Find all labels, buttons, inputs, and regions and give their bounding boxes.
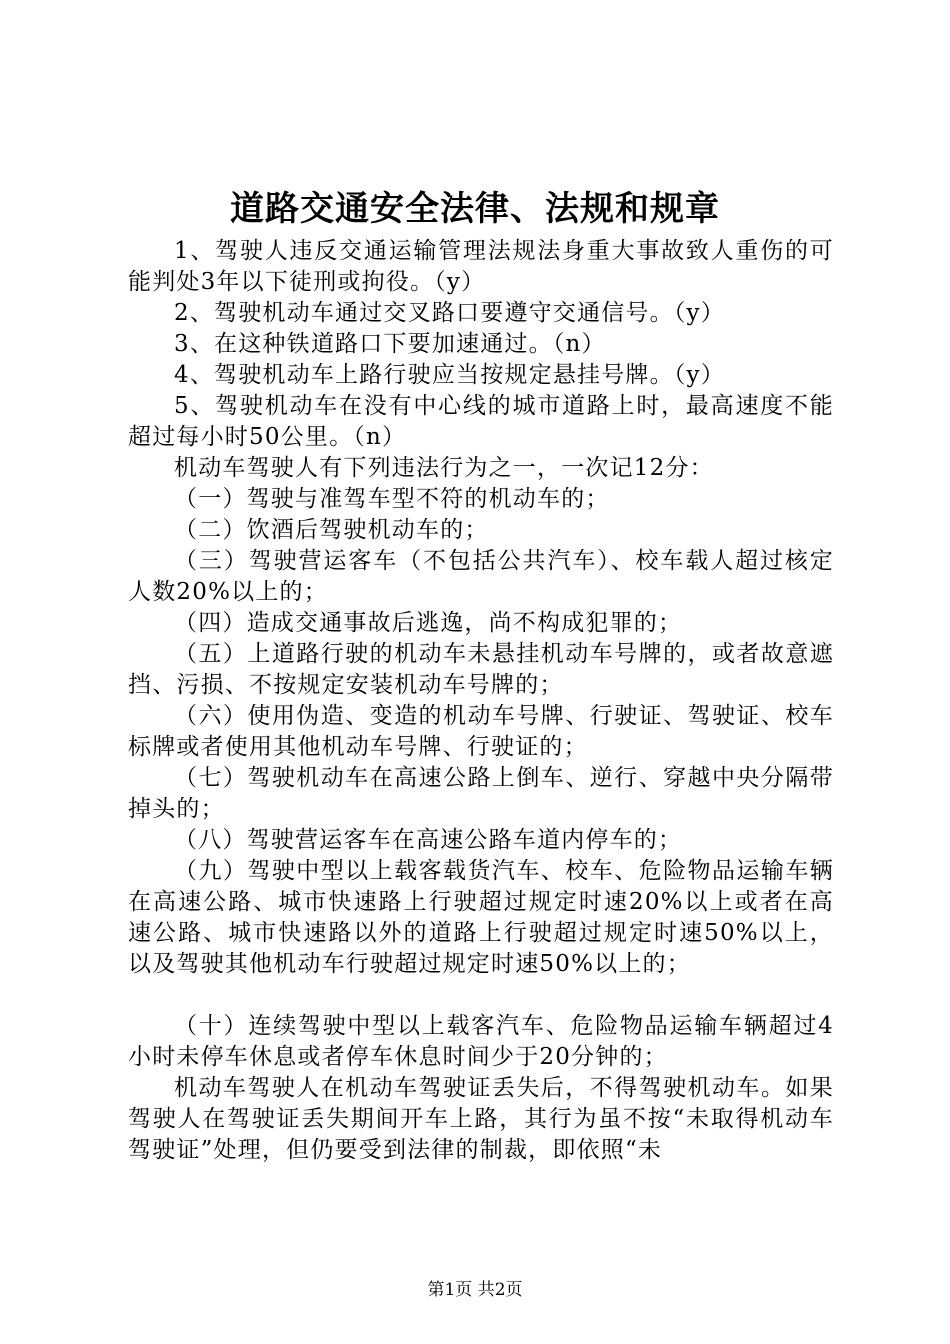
paragraph-violation-1: （一）驾驶与准驾车型不符的机动车的； [174,486,610,512]
paragraph-violation-3: （三）驾驶营运客车（不包括公共汽车）、校车载人超过核定人数20%以上的； [128,548,834,605]
paragraph-item-4: 4、驾驶机动车上路行驶应当按规定悬挂号牌。（y） [174,362,725,388]
paragraph-item-1: 1、驾驶人违反交通运输管理法规法身重大事故致人重伤的可能判处3年以下徒刑或拘役。（y） [128,238,834,295]
paragraph-12-points-intro: 机动车驾驶人有下列违法行为之一，一次记12分： [174,455,714,481]
paragraph-violation-2: （二）饮酒后驾驶机动车的； [174,517,489,543]
paragraph-license-lost: 机动车驾驶人在机动车驾驶证丢失后，不得驾驶机动车。如果驾驶人在驾驶证丢失期间开车上路，其行为虽不按“未取得机动车驾驶证”处理，但仍要受到法律的制裁，即依照“未 [128,1075,834,1163]
paragraph-violation-9: （九）驾驶中型以上载客载货汽车、校车、危险物品运输车辆在高速公路、城市快速路上行驶超过规定时速20%以上或者在高速公路、城市快速路以外的道路上行驶超过规定时速50%以上，以及驾驶其他机动车行驶超过规定时速50%以上的； [128,858,834,977]
paragraph-violation-8: （八）驾驶营运客车在高速公路车道内停车的； [174,827,683,853]
paragraph-item-2: 2、驾驶机动车通过交叉路口要遵守交通信号。（y） [174,300,725,326]
paragraph-violation-4: （四）造成交通事故后逃逸，尚不构成犯罪的； [174,610,683,636]
paragraph-violation-7: （七）驾驶机动车在高速公路上倒车、逆行、穿越中央分隔带掉头的； [128,765,834,822]
page-footer: 第1页 共2页 [427,1280,523,1300]
paragraph-violation-5: （五）上道路行驶的机动车未悬挂机动车号牌的，或者故意遮挡、污损、不按规定安装机动车号牌的； [128,641,834,698]
paragraph-item-5: 5、驾驶机动车在没有中心线的城市道路上时，最高速度不能超过每小时50公里。（n） [128,393,834,450]
document-body [128,236,834,1166]
document-title: 道路交通安全法律、法规和规章 [230,189,720,229]
paragraph-item-3: 3、在这种铁道路口下要加速通过。（n） [174,331,606,357]
paragraph-violation-10: （十）连续驾驶中型以上载客汽车、危险物品运输车辆超过4小时未停车休息或者停车休息时间少于20分钟的； [128,1013,834,1070]
paragraph-violation-6: （六）使用伪造、变造的机动车号牌、行驶证、驾驶证、校车标牌或者使用其他机动车号牌、行驶证的； [128,703,834,760]
